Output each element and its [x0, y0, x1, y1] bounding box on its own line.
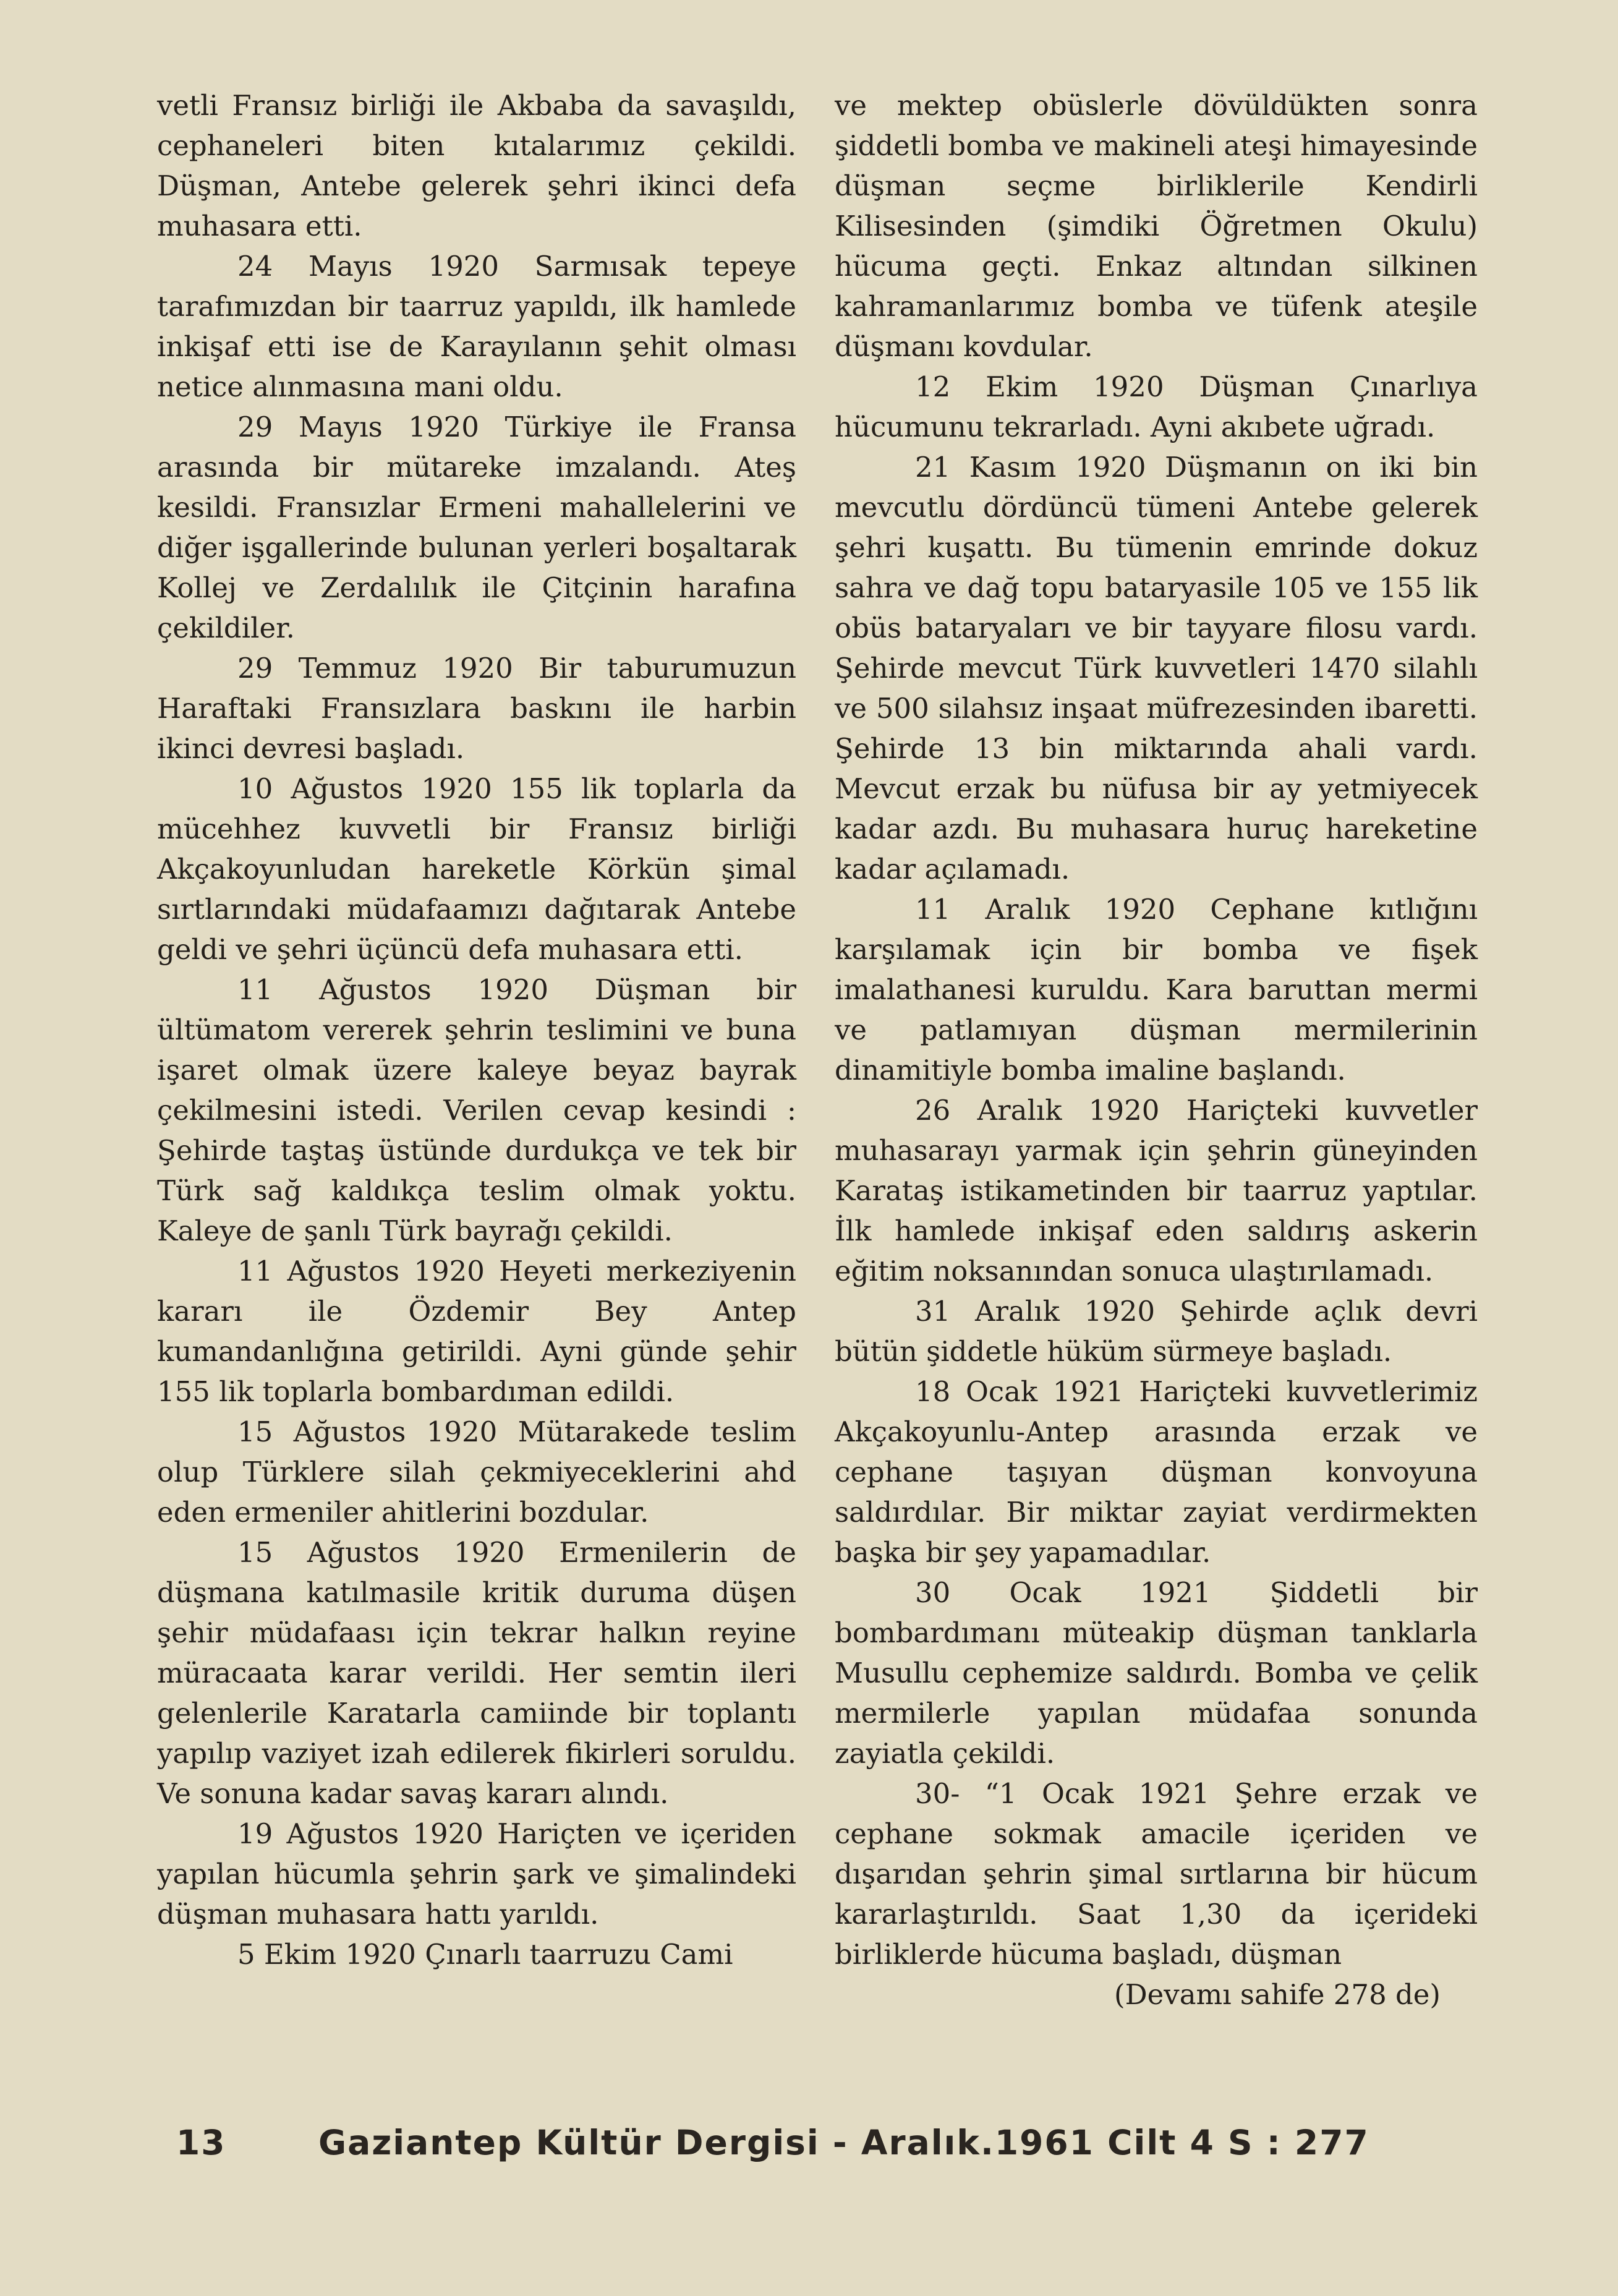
right-column — [835, 85, 1478, 2015]
paragraph: ve mektep obüslerle dövüldükten sonra şiddetli bomba ve makineli ateşi himayesinde düşman seçme birliklerile Kendirli Kilisesinden (şimdiki Öğretmen Okulu) hücuma geçti. Enkaz altından silkinen kahramanlarımız bomba ve tüfenk ateşile düşmanı kovdular. — [835, 89, 1478, 363]
paragraph: 24 Mayıs 1920 Sarmısak tepeye tarafımızdan bir taarruz yapıldı, ilk hamlede inkişaf etti ise de Karayılanın şehit olması netice alınmasına mani oldu. — [157, 250, 796, 403]
paragraph: 29 Mayıs 1920 Türkiye ile Fransa arasında bir mütareke imzalandı. Ateş kesildi. Fransızlar Ermeni mahallelerini ve diğer işgallerinde bulunan yerleri boşaltarak Kollej ve Zerdalılık ile Çitçinin harafına çekildiler. — [157, 411, 796, 644]
paragraph: 10 Ağustos 1920 155 lik toplarla da mücehhez kuvvetli bir Fransız birliği Akçakoyunludan hareketle Körkün şimal sırtlarındaki müdafaamızı dağıtarak Antebe geldi ve şehri üçüncü defa muhasara etti. — [157, 772, 796, 966]
paragraph: 30 Ocak 1921 Şiddetli bir bombardımanı müteakip düşman tanklarla Musullu cephemize saldırdı. Bomba ve çelik mermilerle yapılan müdafaa sonunda zayiatla çekildi. — [835, 1576, 1478, 1770]
paragraph: 11 Aralık 1920 Cephane kıtlığını karşılamak için bir bomba ve fişek imalathanesi kuruldu. Kara baruttan mermi ve patlamıyan düşman mermilerinin dinamitiyle bomba imaline başlandı. — [835, 893, 1478, 1086]
paragraph: 11 Ağustos 1920 Heyeti merkeziyenin kararı ile Özdemir Bey Antep kumandanlığına getirildi. Ayni günde şehir 155 lik toplarla bombardıman edildi. — [157, 1255, 796, 1408]
paragraph: 15 Ağustos 1920 Ermenilerin de düşmana katılmasile kritik duruma düşen şehir müdafaası için tekrar halkın reyine müracaata karar verildi. Her semtin ileri gelenlerile Karatarla camiinde bir toplantı yapılıp vaziyet izah edilerek fikirleri soruldu. Ve sonuna kadar savaş kararı alındı. — [157, 1536, 796, 1810]
left-column — [157, 85, 796, 1974]
page-footer — [176, 2123, 1468, 2162]
paragraph: 21 Kasım 1920 Düşmanın on iki bin mevcutlu dördüncü tümeni Antebe gelerek şehri kuşattı. Bu tümenin emrinde dokuz sahra ve dağ topu bataryasile 105 ve 155 lik obüs bataryaları ve bir tayyare filosu vardı. Şehirde mevcut Türk kuvvetleri 1470 silahlı ve 500 silahsız inşaat müfrezesinden ibaretti. Şehirde 13 bin miktarında ahali vardı. Mevcut erzak bu nüfusa bir ay yetmiyecek kadar azdı. Bu muhasara huruç hareketine kadar açılamadı. — [835, 451, 1478, 886]
paragraph: 12 Ekim 1920 Düşman Çınarlıya hücumunu tekrarladı. Ayni akıbete uğradı. — [835, 370, 1478, 443]
paragraph: 26 Aralık 1920 Hariçteki kuvvetler muhasarayı yarmak için şehrin güneyinden Karataş istikametinden bir taarruz yaptılar. İlk hamlede inkişaf eden saldırış askerin eğitim noksanından sonuca ulaştırılamadı. — [835, 1094, 1478, 1287]
continued-note: (Devamı sahife 278 de) — [1114, 1978, 1441, 2011]
paragraph: 15 Ağustos 1920 Mütarakede teslim olup Türklere silah çekmiyeceklerini ahd eden ermeniler ahitlerini bozdular. — [157, 1415, 796, 1529]
magazine-info: Gaziantep Kültür Dergisi - Aralık.1961 Cilt 4 S : 277 — [318, 2123, 1369, 2162]
paragraph: vetli Fransız birliği ile Akbaba da savaşıldı, cephaneleri biten kıtalarımız çekildi. Düşman, Antebe gelerek şehri ikinci defa muhasara etti. — [157, 89, 796, 242]
paragraph: 30- “1 Ocak 1921 Şehre erzak ve cephane sokmak amacile içeriden ve dışarıdan şehrin şimal sırtlarına bir hücum kararlaştırıldı. Saat 1,30 da içerideki birliklerde hücuma başladı, düşman — [835, 1777, 1478, 1971]
paragraph: 18 Ocak 1921 Hariçteki kuvvetlerimiz Akçakoyunlu-Antep arasında erzak ve cephane taşıyan düşman konvoyuna saldırdılar. Bir miktar zayiat verdirmekten başka bir şey yapamadılar. — [835, 1375, 1478, 1569]
page-number: 13 — [176, 2123, 226, 2162]
paragraph: 11 Ağustos 1920 Düşman bir ültümatom vererek şehrin teslimini ve buna işaret olmak üzere kaleye beyaz bayrak çekilmesini istedi. Verilen cevap kesindi : Şehirde taştaş üstünde durdukça ve tek bir Türk sağ kaldıkça teslim olmak yoktu. Kaleye de şanlı Türk bayrağı çekildi. — [157, 973, 796, 1247]
paragraph: 5 Ekim 1920 Çınarlı taarruzu Cami — [237, 1938, 733, 1971]
paragraph: 19 Ağustos 1920 Hariçten ve içeriden yapılan hücumla şehrin şark ve şimalindeki düşman muhasara hattı yarıldı. — [157, 1817, 796, 1931]
paragraph: 29 Temmuz 1920 Bir taburumuzun Haraftaki Fransızlara baskını ile harbin ikinci devresi başladı. — [157, 652, 796, 765]
paragraph: 31 Aralık 1920 Şehirde açlık devri bütün şiddetle hüküm sürmeye başladı. — [835, 1295, 1478, 1368]
